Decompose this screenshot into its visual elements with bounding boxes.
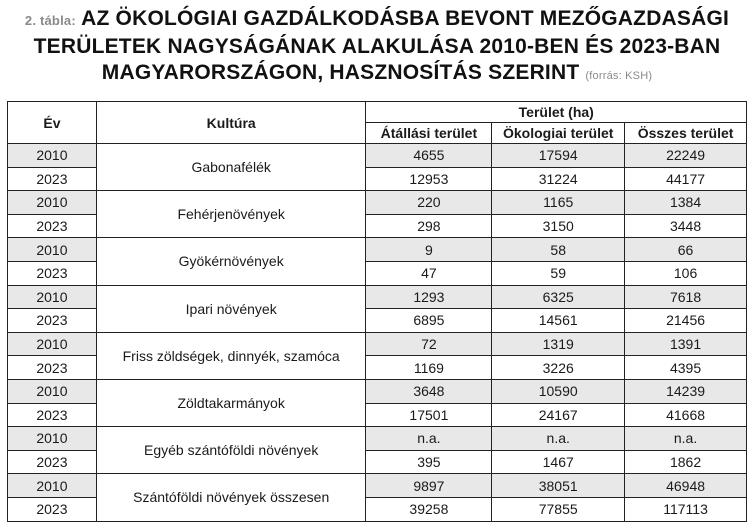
cell-ecological: 17594: [492, 144, 625, 168]
cell-culture: Friss zöldségek, dinnyék, szamóca: [96, 332, 366, 379]
cell-culture: Fehérjenövények: [96, 191, 366, 238]
cell-transition: 220: [366, 191, 492, 215]
cell-transition: 72: [366, 332, 492, 356]
cell-transition: 1293: [366, 285, 492, 309]
cell-ecological: 24167: [492, 403, 625, 427]
cell-ecological: 77855: [492, 497, 625, 521]
cell-year: 2010: [8, 238, 97, 262]
table-row: [8, 285, 747, 309]
cell-year: 2023: [8, 497, 97, 521]
cell-year: 2010: [8, 427, 97, 451]
cell-total: 66: [625, 238, 747, 262]
table-row: [8, 144, 747, 168]
cell-total: 44177: [625, 167, 747, 191]
cell-transition: 3648: [366, 379, 492, 403]
header-culture: Kultúra: [96, 102, 366, 144]
cell-total: 14239: [625, 379, 747, 403]
cell-transition: 298: [366, 214, 492, 238]
cell-total: n.a.: [625, 427, 747, 451]
cell-total: 4395: [625, 356, 747, 380]
cell-total: 21456: [625, 309, 747, 333]
cell-culture: Gyökérnövények: [96, 238, 366, 285]
table-row: [8, 238, 747, 262]
cell-total: 117113: [625, 497, 747, 521]
table-body: [8, 144, 747, 522]
cell-transition: 4655: [366, 144, 492, 168]
cell-ecological: 14561: [492, 309, 625, 333]
header-total: Összes terület: [625, 123, 747, 144]
source-note: (forrás: KSH): [585, 70, 653, 82]
cell-year: 2023: [8, 309, 97, 333]
cell-ecological: n.a.: [492, 427, 625, 451]
table-number-label: 2. tábla:: [24, 13, 76, 28]
cell-ecological: 38051: [492, 474, 625, 498]
cell-culture: Gabonafélék: [96, 144, 366, 191]
cell-total: 1384: [625, 191, 747, 215]
cell-culture: Szántóföldi növények összesen: [96, 474, 366, 521]
cell-ecological: 6325: [492, 285, 625, 309]
cell-transition: 9: [366, 238, 492, 262]
cell-transition: n.a.: [366, 427, 492, 451]
cell-total: 106: [625, 261, 747, 285]
table-header: [8, 102, 747, 144]
table-row: [8, 379, 747, 403]
cell-ecological: 3226: [492, 356, 625, 380]
cell-year: 2023: [8, 214, 97, 238]
cell-ecological: 59: [492, 261, 625, 285]
cell-ecological: 31224: [492, 167, 625, 191]
table-row: [8, 474, 747, 498]
table-title: [0, 6, 754, 89]
cell-transition: 1169: [366, 356, 492, 380]
cell-total: 1862: [625, 450, 747, 474]
title-line-2: TERÜLETEK NAGYSÁGÁNAK ALAKULÁSA 2010-BEN ÉS 2023-BAN: [33, 35, 721, 58]
data-table: [7, 101, 747, 522]
title-line-1: [0, 6, 754, 34]
cell-transition: 395: [366, 450, 492, 474]
cell-year: 2010: [8, 474, 97, 498]
header-transition: Átállási terület: [366, 123, 492, 144]
header-year: Év: [8, 102, 97, 144]
cell-total: 1391: [625, 332, 747, 356]
cell-ecological: 1467: [492, 450, 625, 474]
cell-total: 3448: [625, 214, 747, 238]
header-area: Terület (ha): [366, 102, 747, 123]
cell-year: 2023: [8, 261, 97, 285]
cell-ecological: 1319: [492, 332, 625, 356]
cell-total: 22249: [625, 144, 747, 168]
cell-year: 2023: [8, 403, 97, 427]
cell-ecological: 1165: [492, 191, 625, 215]
cell-transition: 17501: [366, 403, 492, 427]
cell-transition: 6895: [366, 309, 492, 333]
cell-year: 2010: [8, 191, 97, 215]
cell-total: 7618: [625, 285, 747, 309]
cell-transition: 47: [366, 261, 492, 285]
title-text-1: AZ ÖKOLÓGIAI GAZDÁLKODÁSBA BEVONT MEZŐGAZDASÁGI: [81, 7, 730, 30]
cell-year: 2023: [8, 167, 97, 191]
title-line-3: [0, 60, 754, 89]
cell-culture: Egyéb szántóföldi növények: [96, 427, 366, 474]
title-text-3: MAGYARORSZÁGON, HASZNOSÍTÁS SZERINT: [101, 61, 580, 84]
cell-year: 2023: [8, 450, 97, 474]
header-ecological: Ökologiai terület: [492, 123, 625, 144]
cell-culture: Zöldtakarmányok: [96, 379, 366, 426]
table-row: [8, 332, 747, 356]
cell-total: 41668: [625, 403, 747, 427]
cell-year: 2010: [8, 379, 97, 403]
cell-year: 2023: [8, 356, 97, 380]
cell-total: 46948: [625, 474, 747, 498]
cell-transition: 9897: [366, 474, 492, 498]
table-row: [8, 191, 747, 215]
cell-year: 2010: [8, 144, 97, 168]
cell-transition: 39258: [366, 497, 492, 521]
cell-transition: 12953: [366, 167, 492, 191]
table-row: [8, 427, 747, 451]
cell-year: 2010: [8, 332, 97, 356]
cell-ecological: 3150: [492, 214, 625, 238]
cell-culture: Ipari növények: [96, 285, 366, 332]
cell-ecological: 10590: [492, 379, 625, 403]
cell-ecological: 58: [492, 238, 625, 262]
cell-year: 2010: [8, 285, 97, 309]
